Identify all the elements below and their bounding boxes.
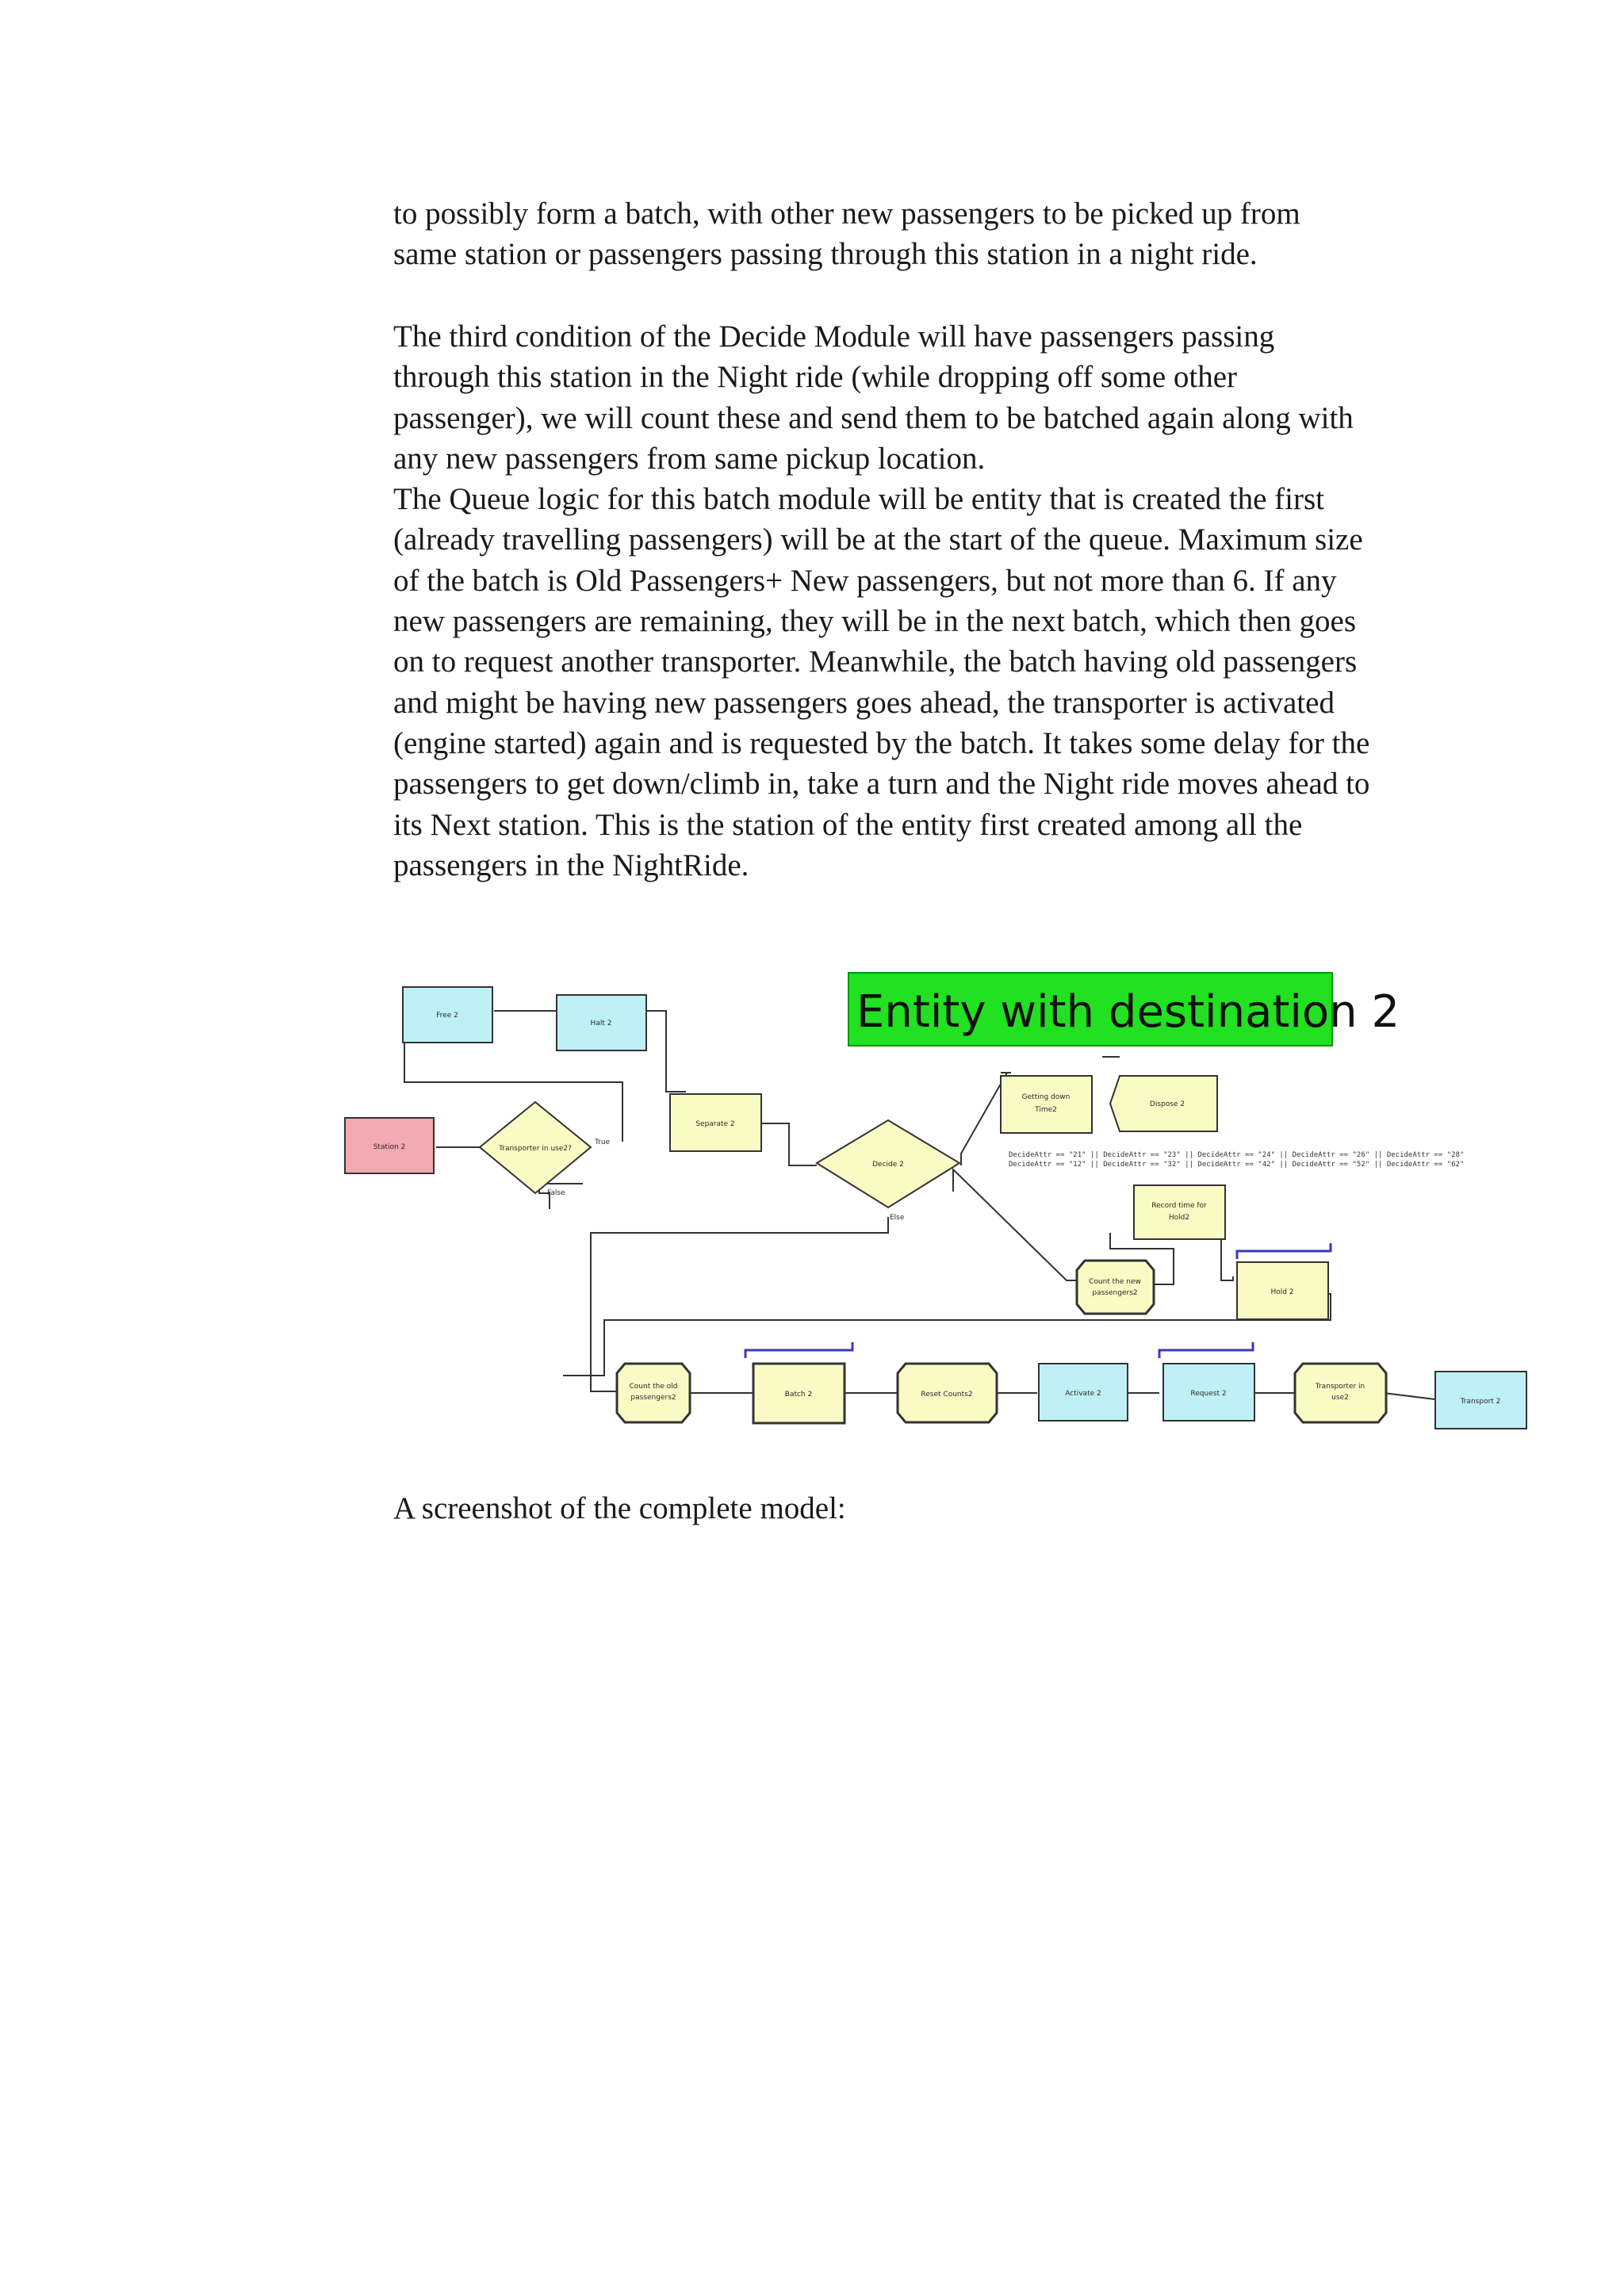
text-line: new passengers are remaining, they will be in the next batch, which then goes [393, 604, 1357, 639]
module-label: Decide 2 [872, 1161, 904, 1169]
transporter-in-use-decide[interactable] [480, 1102, 611, 1197]
text-line: through this station in the Night ride (while dropping off some other [393, 360, 1238, 395]
paragraph-decide-logic [393, 316, 1456, 886]
text-line: of the batch is Old Passengers+ New passengers, but not more than 6. If any [393, 563, 1337, 598]
branch-else-label: Else [890, 1214, 905, 1222]
arena-model-diagram [333, 955, 1538, 1447]
text-line: its Next station. This is the station of the entity first created among all the [393, 807, 1303, 842]
request-module[interactable] [1163, 1364, 1254, 1421]
text-line: same station or passengers passing through this station in a night ride. [393, 237, 1258, 272]
module-label: Getting down [1021, 1093, 1071, 1101]
module-label: Request 2 [1190, 1390, 1227, 1398]
paragraph-batch-intro [393, 193, 1456, 275]
banner-text: Entity with destination 2 [856, 986, 1400, 1038]
text-line: The Queue logic for this batch module will be entity that is created the first [393, 482, 1324, 517]
module-label: Time2 [1035, 1106, 1057, 1114]
module-label: Separate 2 [695, 1120, 735, 1128]
module-label: Reset Counts2 [921, 1391, 973, 1399]
decide-module[interactable] [817, 1120, 959, 1222]
module-label: passengers2 [1092, 1289, 1138, 1297]
module-label: Transport 2 [1460, 1398, 1501, 1406]
destination-banner [848, 973, 1400, 1046]
getting-down-module[interactable] [1001, 1076, 1092, 1133]
decide-condition-line: DecideAttr == "21" || DecideAttr == "23" || DecideAttr == "24" || DecideAttr == "26" || DecideAttr == "28" [1009, 1151, 1465, 1159]
module-label: Hold 2 [1270, 1288, 1294, 1296]
text-line: and might be having new passengers goes ahead, the transporter is activated [393, 685, 1335, 720]
record-time-module[interactable] [1134, 1185, 1225, 1239]
text-line: (engine started) again and is requested by the batch. It takes some delay for the [393, 725, 1370, 760]
branch-false-label: False [547, 1189, 565, 1197]
text-line: on to request another transporter. Meanwhile, the batch having old passengers [393, 645, 1358, 679]
module-label: Activate 2 [1065, 1390, 1101, 1398]
module-label: Count the new [1089, 1278, 1141, 1286]
module-label: use2 [1331, 1394, 1349, 1402]
text-line: passengers in the NightRide. [393, 848, 749, 882]
text-line: passenger), we will count these and send them to be batched again along with [393, 400, 1354, 435]
text-line: any new passengers from same pickup location. [393, 441, 986, 476]
hold-module[interactable] [1237, 1262, 1328, 1319]
text-line: passengers to get down/climb in, take a turn and the Night ride moves ahead to [393, 767, 1370, 802]
separate-module[interactable] [670, 1094, 761, 1151]
text-line: to possibly form a batch, with other new passengers to be picked up from [393, 197, 1300, 231]
dispose-module[interactable] [1110, 1076, 1217, 1131]
branch-true-label: True [595, 1138, 611, 1146]
activate-module[interactable] [1039, 1364, 1128, 1421]
transport-module[interactable] [1435, 1372, 1526, 1429]
count-new-passengers-module[interactable] [1077, 1261, 1154, 1314]
halt-module[interactable] [557, 995, 646, 1050]
module-label: Count the old [629, 1383, 678, 1391]
module-label: Transporter in [1315, 1383, 1365, 1391]
transporter-in-use-module[interactable] [1295, 1364, 1386, 1422]
module-label: passengers2 [630, 1394, 676, 1402]
module-label: Transporter in use2? [499, 1145, 572, 1153]
module-label: Batch 2 [784, 1391, 813, 1399]
module-label: Dispose 2 [1149, 1100, 1185, 1108]
module-label: Hold2 [1168, 1214, 1190, 1222]
decide-condition-line: DecideAttr == "12" || DecideAttr == "32" || DecideAttr == "42" || DecideAttr == "52" || DecideAttr == "62" [1009, 1161, 1465, 1169]
batch-module[interactable] [753, 1364, 845, 1423]
text-line: (already travelling passengers) will be at the start of the queue. Maximum size [393, 522, 1363, 557]
text-line: The third condition of the Decide Module will have passengers passing [393, 320, 1275, 354]
free-module[interactable] [403, 987, 492, 1043]
module-label: Station 2 [373, 1143, 406, 1151]
reset-counts-module[interactable] [898, 1364, 997, 1422]
paragraph-model-caption [393, 1488, 1456, 1529]
module-label: Halt 2 [590, 1020, 612, 1027]
count-old-passengers-module[interactable] [617, 1364, 690, 1422]
module-label: Free 2 [436, 1012, 458, 1020]
station-module[interactable] [345, 1118, 434, 1173]
module-label: Record time for [1151, 1202, 1207, 1210]
text-line: A screenshot of the complete model: [393, 1491, 846, 1525]
